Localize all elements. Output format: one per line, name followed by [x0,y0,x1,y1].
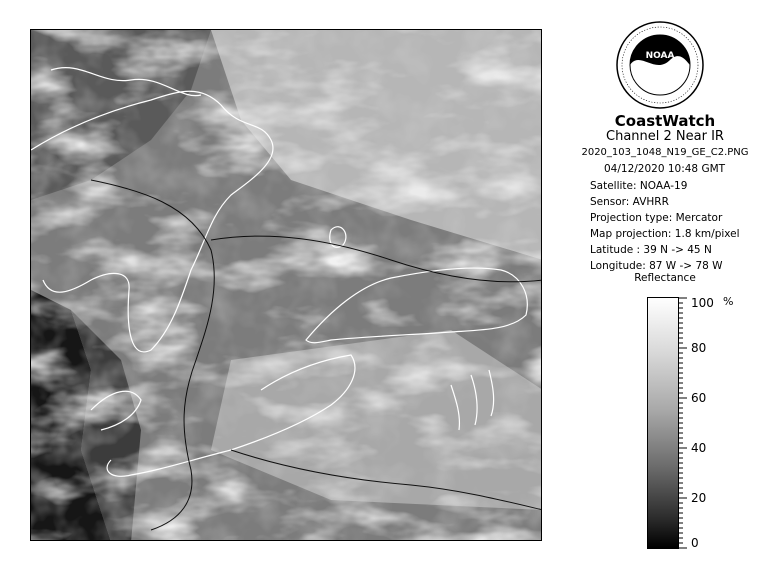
brand-title: CoastWatch [614,112,716,130]
longitude-label: Longitude: 87 W -> 78 W [590,260,723,272]
colorbar-tick-label: 40 [691,441,707,455]
colorbar-tick-label: 80 [691,341,707,355]
date-time: 04/12/2020 10:48 GMT [604,163,726,175]
colorbar-unit: % [723,297,734,308]
noaa-seal-icon [615,20,705,110]
colorbar-tick-label: 60 [691,391,707,405]
reflectance-colorbar [647,297,679,549]
colorbar-tick-label: 20 [691,491,707,505]
projection-type-label: Projection type: Mercator [590,212,723,224]
colorbar-ticks [679,297,759,549]
colorbar-label: Reflectance [634,272,696,284]
map-projection-label: Map projection: 1.8 km/pixel [590,228,740,240]
colorbar-tick-label: 100 [691,297,714,310]
satellite-reflectance-image [31,30,542,541]
logo-text: NOAA [645,51,675,61]
satellite-map [30,29,542,541]
file-name: 2020_103_1048_N19_GE_C2.PNG [581,147,749,158]
colorbar-tick-label: 0 [691,536,699,549]
sensor-label: Sensor: AVHRR [590,196,669,208]
channel-label: Channel 2 Near IR [606,129,724,144]
satellite-label: Satellite: NOAA-19 [590,180,688,192]
latitude-label: Latitude : 39 N -> 45 N [590,244,712,256]
